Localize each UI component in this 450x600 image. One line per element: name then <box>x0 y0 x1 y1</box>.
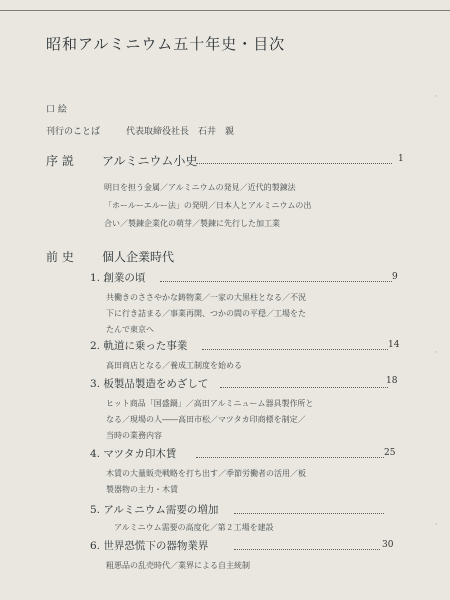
josetsu-page: 1 <box>398 154 404 164</box>
josetsu-label: 序 説 <box>46 154 74 168</box>
page-title: 昭和アルミニウム五十年史・目次 <box>46 35 286 53</box>
josetsu-line-2: 「ホールーエルー法」の発明／日本人とアルミニウムの出 <box>104 201 312 210</box>
chapter-1-leader-dots <box>160 281 392 282</box>
showthrough-mark: · <box>435 348 438 357</box>
chapter-6-leader-dots <box>234 549 380 550</box>
chapter-4-title: 4. マツタカ印木賃 <box>90 448 177 460</box>
chapter-3-line-1: ヒット商品「国盛鍋」／高田アルミニューム器具製作所と <box>106 399 314 408</box>
chapter-6-page: 30 <box>382 540 394 550</box>
chapter-4-line-2: 製器物の主力・木賃 <box>106 485 178 494</box>
josetsu-line-1: 明日を担う金属／アルミニウムの発見／近代的製錬法 <box>104 183 296 192</box>
josetsu-line-3: 合い／製錬企業化の萌芽／製錬に先行した加工業 <box>104 219 280 228</box>
chapter-3-leader-dots <box>220 387 388 388</box>
chapter-1-title: 1. 創業の頃 <box>90 272 146 284</box>
chapter-5-line-1: アルミニウム需要の高度化／第２工場を建設 <box>114 523 274 532</box>
chapter-5-title: 5. アルミニウム需要の増加 <box>90 504 219 516</box>
kuchie-label: 口 絵 <box>46 105 67 115</box>
chapter-6-line-1: 粗悪品の乱売時代／業界による自主統制 <box>106 561 250 570</box>
chapter-3-title: 3. 板製品製造をめざして <box>90 378 209 390</box>
showthrough-mark: · <box>435 92 438 101</box>
chapter-5-leader-dots <box>234 513 384 514</box>
chapter-2-page: 14 <box>388 340 400 350</box>
josetsu-leader-dots <box>196 163 392 164</box>
chapter-3-page: 18 <box>386 376 398 386</box>
top-rule <box>0 10 450 11</box>
chapter-1-line-2: 下に行き詰まる／事業再開、つかの間の平穏／工場をた <box>106 309 306 318</box>
zenshi-title: 個人企業時代 <box>102 250 175 264</box>
chapter-1-page: 9 <box>392 272 398 282</box>
chapter-4-leader-dots <box>196 457 384 458</box>
chapter-3-line-3: 当時の業務内容 <box>106 431 162 440</box>
chapter-1-line-1: 共働きのささやかな鋳物業／一家の大黒柱となる／不況 <box>106 293 306 302</box>
chapter-4-page: 25 <box>384 448 396 458</box>
chapter-2-title: 2. 軌道に乗った事業 <box>90 340 188 352</box>
chapter-4-line-1: 木賃の大量販売戦略を打ち出す／季節労働者の活用／板 <box>106 469 306 478</box>
chapter-3-line-2: なる／現場の人――高田市松／マツタカ印商標を制定／ <box>106 415 306 424</box>
kankou-author: 代表取締役社長 石井 親 <box>126 127 235 137</box>
chapter-2-leader-dots <box>202 349 388 350</box>
showthrough-mark: · <box>435 520 438 529</box>
kankou-label: 刊行のことば <box>46 127 101 137</box>
chapter-2-line-1: 高田商店となる／養成工制度を始める <box>106 361 242 370</box>
josetsu-title: アルミニウム小史 <box>102 154 198 168</box>
chapter-1-line-3: たんで東京へ <box>106 325 154 334</box>
chapter-6-title: 6. 世界恐慌下の器物業界 <box>90 540 209 552</box>
zenshi-label: 前 史 <box>46 250 74 264</box>
